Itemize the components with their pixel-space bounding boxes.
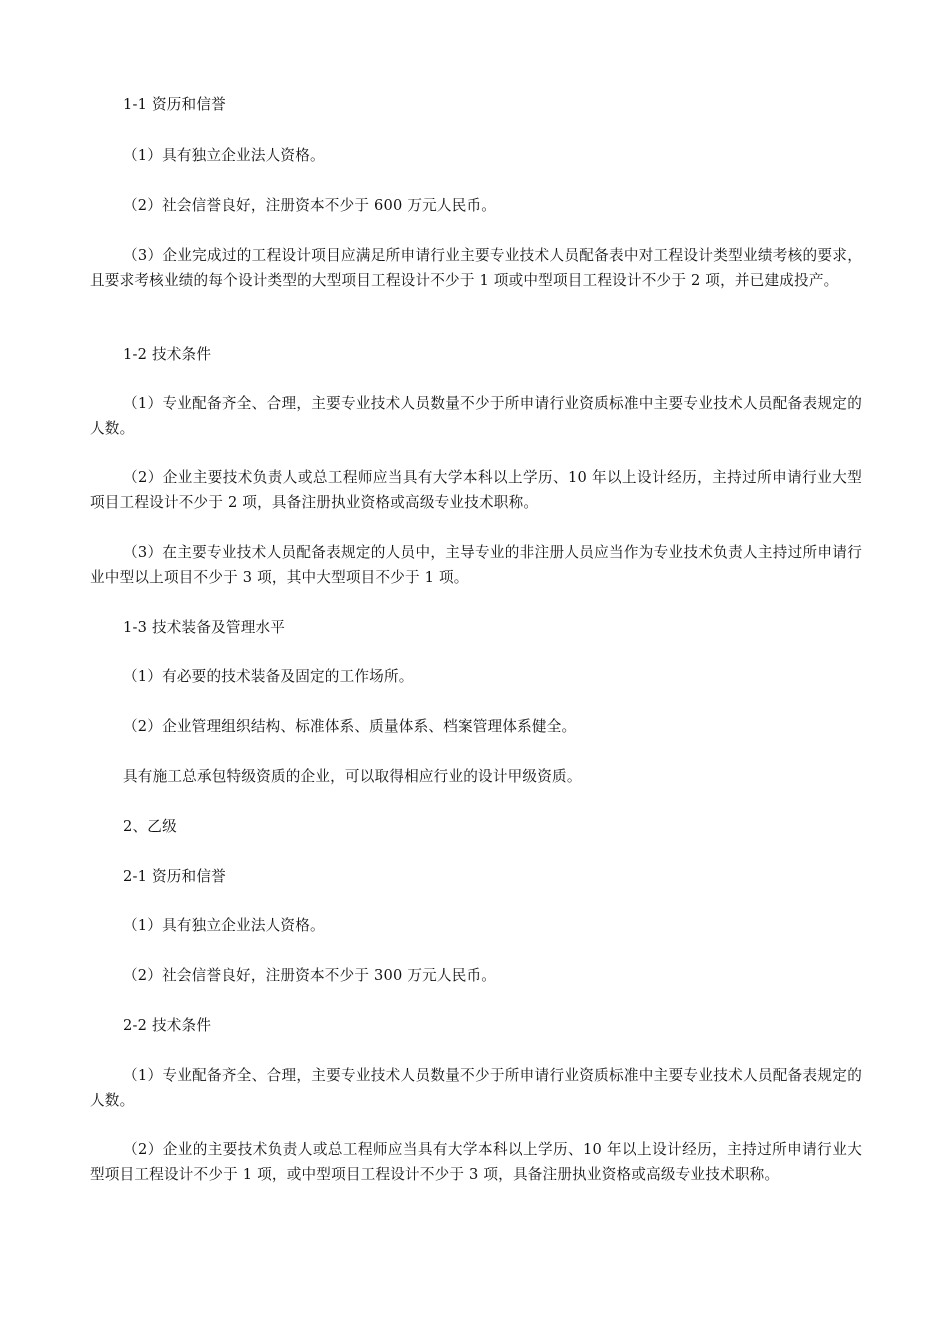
- paragraph: （2）企业管理组织结构、标准体系、质量体系、档案管理体系健全。: [123, 718, 577, 735]
- heading-1-3: 1-3 技术装备及管理水平: [123, 619, 286, 636]
- heading-1-1: 1-1 资历和信誉: [123, 96, 226, 113]
- paragraph: 具有施工总承包特级资质的企业，可以取得相应行业的设计甲级资质。: [123, 768, 582, 785]
- paragraph: （2）社会信誉良好，注册资本不少于 600 万元人民币。: [123, 197, 497, 214]
- paragraph: （1）具有独立企业法人资格。: [123, 917, 325, 934]
- paragraph: （3）企业完成过的工程设计项目应满足所申请行业主要专业技术人员配备表中对工程设计类型业绩考核的要求，且要求考核业绩的每个设计类型的大型项目工程设计不少于 1 项或中型项目工程设计不少于 2 项，并已建成投产。: [90, 247, 862, 289]
- heading-1-2: 1-2 技术条件: [123, 346, 212, 363]
- heading-2: 2、乙级: [123, 818, 177, 835]
- paragraph: （3）在主要专业技术人员配备表规定的人员中，主导专业的非注册人员应当作为专业技术负责人主持过所申请行业中型以上项目不少于 3 项，其中大型项目不少于 1 项。: [90, 544, 862, 586]
- heading-2-2: 2-2 技术条件: [123, 1017, 212, 1034]
- paragraph: （2）企业主要技术负责人或总工程师应当具有大学本科以上学历、10 年以上设计经历，主持过所申请行业大型项目工程设计不少于 2 项，具备注册执业资格或高级专业技术职称。: [90, 469, 862, 511]
- heading-2-1: 2-1 资历和信誉: [123, 868, 226, 885]
- paragraph: （2）企业的主要技术负责人或总工程师应当具有大学本科以上学历、10 年以上设计经历，主持过所申请行业大型项目工程设计不少于 1 项，或中型项目工程设计不少于 3 项，具备注册执业资格或高级专业技术职称。: [90, 1141, 862, 1183]
- paragraph: （1）专业配备齐全、合理，主要专业技术人员数量不少于所申请行业资质标准中主要专业技术人员配备表规定的人数。: [90, 395, 862, 437]
- paragraph: （2）社会信誉良好，注册资本不少于 300 万元人民币。: [123, 967, 497, 984]
- paragraph: （1）专业配备齐全、合理，主要专业技术人员数量不少于所申请行业资质标准中主要专业技术人员配备表规定的人数。: [90, 1067, 862, 1109]
- paragraph: （1）具有独立企业法人资格。: [123, 147, 325, 164]
- paragraph: （1）有必要的技术装备及固定的工作场所。: [123, 668, 414, 685]
